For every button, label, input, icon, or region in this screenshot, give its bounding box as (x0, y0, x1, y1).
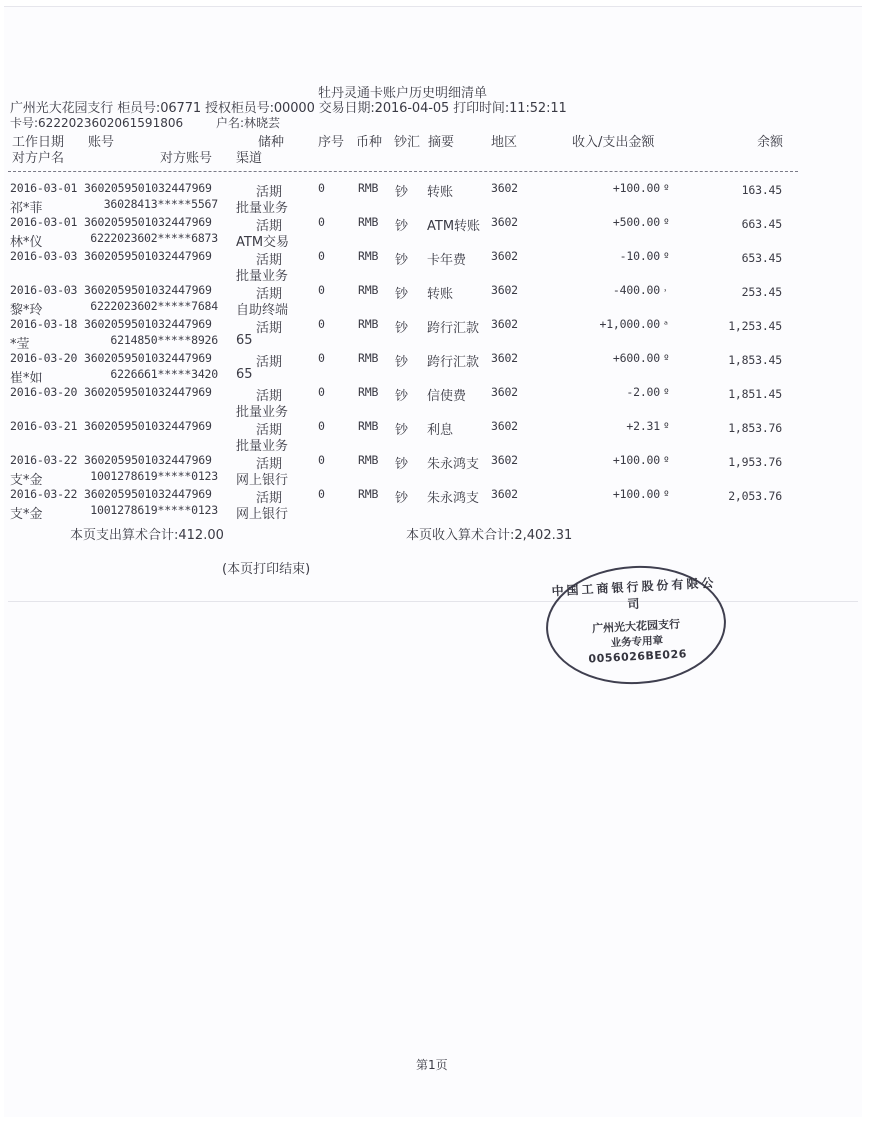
row-date: 2016-03-22 (10, 453, 78, 467)
row-date: 2016-03-03 (10, 283, 78, 297)
row-region: 3602 (491, 215, 518, 229)
row-account: 3602059501032447969 (84, 385, 212, 399)
row-deposit-type: 活期 (256, 253, 283, 268)
row-cash-remit: 钞 (395, 457, 409, 472)
row-date: 2016-03-21 (10, 419, 78, 433)
row-summary: 转账 (427, 185, 454, 200)
header-cash-remit: 钞汇 (394, 135, 421, 150)
row-region: 3602 (491, 453, 518, 467)
row-summary: 朱永鸿支 (427, 457, 480, 472)
divider-line (8, 601, 858, 602)
row-currency: RMB (358, 419, 379, 433)
row-account: 3602059501032447969 (84, 181, 212, 195)
header-balance: 余额 (757, 135, 784, 150)
row-channel: 65 (236, 367, 253, 382)
row-summary: 朱永鸿支 (427, 491, 480, 506)
row-currency: RMB (358, 249, 379, 263)
header-account: 账号 (88, 135, 115, 150)
row-amount: +600.00 (612, 351, 660, 365)
row-channel: 自助终端 (236, 303, 289, 318)
account-holder: 户名:林晓芸 (216, 116, 281, 130)
row-currency: RMB (358, 385, 379, 399)
row-currency: RMB (358, 317, 379, 331)
row-region: 3602 (491, 317, 518, 331)
handwritten-check-mark: º (664, 252, 669, 263)
row-balance: 1,253.45 (728, 319, 782, 333)
row-channel: 批量业务 (236, 201, 289, 216)
row-counterparty-name: 林*仪 (10, 235, 43, 250)
row-deposit-type: 活期 (256, 491, 283, 506)
row-cash-remit: 钞 (395, 253, 409, 268)
row-seq: 0 (318, 419, 325, 433)
row-date: 2016-03-03 (10, 249, 78, 263)
row-counterparty-account: 6214850*****8926 (110, 333, 218, 347)
row-account: 3602059501032447969 (84, 249, 212, 263)
handwritten-check-mark: º (664, 490, 669, 501)
row-balance: 1,851.45 (728, 387, 782, 401)
row-balance: 1,853.76 (728, 421, 782, 435)
row-amount: +500.00 (612, 215, 660, 229)
header-counterparty-name: 对方户名 (12, 151, 65, 166)
statement-page (4, 6, 862, 1117)
row-counterparty-name: 支*金 (10, 507, 43, 522)
header-divider (8, 171, 798, 172)
print-end-note: (本页打印结束) (222, 562, 311, 577)
row-seq: 0 (318, 283, 325, 297)
handwritten-check-mark: º (664, 354, 669, 365)
handwritten-check-mark: ˒ (664, 286, 668, 297)
header-region: 地区 (491, 135, 518, 150)
row-balance: 2,053.76 (728, 489, 782, 503)
row-cash-remit: 钞 (395, 491, 409, 506)
header-currency: 币种 (356, 135, 383, 150)
row-region: 3602 (491, 283, 518, 297)
row-seq: 0 (318, 385, 325, 399)
row-deposit-type: 活期 (256, 219, 283, 234)
row-date: 2016-03-20 (10, 385, 78, 399)
row-currency: RMB (358, 215, 379, 229)
stamp-purpose: 业务专用章 (610, 634, 664, 650)
row-channel: 65 (236, 333, 253, 348)
row-seq: 0 (318, 215, 325, 229)
page-total-in: 本页收入算术合计:2,402.31 (406, 528, 573, 543)
row-summary: ATM转账 (427, 219, 481, 234)
row-date: 2016-03-22 (10, 487, 78, 501)
stamp-arc-text: 中国工商银行股份有限公司 (551, 575, 717, 612)
row-deposit-type: 活期 (256, 457, 283, 472)
row-deposit-type: 活期 (256, 321, 283, 336)
row-account: 3602059501032447969 (84, 419, 212, 433)
header-channel: 渠道 (236, 151, 263, 166)
row-amount: +100.00 (612, 181, 660, 195)
row-channel: 网上银行 (236, 507, 289, 522)
branch-info-line: 广州光大花园支行 柜员号:06771 授权柜员号:00000 交易日期:2016-04-05 打印时间:11:52:11 (10, 101, 567, 116)
stamp-branch: 广州光大花园支行 (591, 617, 681, 636)
row-channel: 批量业务 (236, 405, 289, 420)
row-counterparty-name: 支*金 (10, 473, 43, 488)
handwritten-check-mark: º (664, 456, 669, 467)
handwritten-check-mark: º (664, 184, 669, 195)
row-date: 2016-03-01 (10, 215, 78, 229)
row-region: 3602 (491, 351, 518, 365)
row-amount: +100.00 (612, 453, 660, 467)
row-currency: RMB (358, 453, 379, 467)
row-account: 3602059501032447969 (84, 215, 212, 229)
row-region: 3602 (491, 385, 518, 399)
row-deposit-type: 活期 (256, 355, 283, 370)
row-seq: 0 (318, 487, 325, 501)
row-counterparty-account: 6222023602*****6873 (90, 231, 218, 245)
row-channel: ATM交易 (236, 235, 290, 250)
row-account: 3602059501032447969 (84, 351, 212, 365)
document-title: 牡丹灵通卡账户历史明细清单 (318, 86, 488, 101)
row-summary: 信使费 (427, 389, 467, 404)
row-currency: RMB (358, 181, 379, 195)
row-summary: 卡年费 (427, 253, 467, 268)
row-channel: 批量业务 (236, 269, 289, 284)
card-number: 卡号:6222023602061591806 (10, 116, 184, 130)
row-counterparty-account: 36028413*****5567 (103, 197, 218, 211)
row-seq: 0 (318, 181, 325, 195)
row-summary: 跨行汇款 (427, 321, 480, 336)
row-seq: 0 (318, 453, 325, 467)
row-counterparty-name: 黎*玲 (10, 303, 43, 318)
row-region: 3602 (491, 181, 518, 195)
row-amount: -400.00 (612, 283, 660, 297)
row-amount: -10.00 (619, 249, 660, 263)
row-seq: 0 (318, 249, 325, 263)
row-counterparty-account: 1001278619*****0123 (90, 503, 218, 517)
header-amount: 收入/支出金额 (572, 135, 655, 150)
row-region: 3602 (491, 487, 518, 501)
header-deposit-type: 储种 (258, 135, 285, 150)
row-counterparty-account: 6222023602*****7684 (90, 299, 218, 313)
row-summary: 跨行汇款 (427, 355, 480, 370)
row-cash-remit: 钞 (395, 287, 409, 302)
row-cash-remit: 钞 (395, 321, 409, 336)
row-cash-remit: 钞 (395, 219, 409, 234)
row-deposit-type: 活期 (256, 287, 283, 302)
row-balance: 653.45 (741, 251, 782, 265)
row-region: 3602 (491, 419, 518, 433)
row-channel: 批量业务 (236, 439, 289, 454)
row-balance: 1,853.45 (728, 353, 782, 367)
row-amount: +1,000.00 (599, 317, 660, 331)
row-channel: 网上银行 (236, 473, 289, 488)
header-seq: 序号 (318, 135, 345, 150)
row-amount: +2.31 (626, 419, 660, 433)
row-cash-remit: 钞 (395, 389, 409, 404)
header-work-date: 工作日期 (12, 135, 65, 150)
row-currency: RMB (358, 283, 379, 297)
row-account: 3602059501032447969 (84, 317, 212, 331)
row-date: 2016-03-01 (10, 181, 78, 195)
row-amount: +100.00 (612, 487, 660, 501)
row-balance: 663.45 (741, 217, 782, 231)
row-date: 2016-03-20 (10, 351, 78, 365)
handwritten-check-mark: º (664, 422, 669, 433)
row-seq: 0 (318, 317, 325, 331)
header-summary: 摘要 (428, 135, 455, 150)
row-currency: RMB (358, 351, 379, 365)
row-counterparty-name: 崔*如 (10, 371, 43, 386)
handwritten-check-mark: º (664, 218, 669, 229)
row-account: 3602059501032447969 (84, 283, 212, 297)
row-account: 3602059501032447969 (84, 487, 212, 501)
row-date: 2016-03-18 (10, 317, 78, 331)
row-counterparty-name: 祁*菲 (10, 201, 43, 216)
row-counterparty-account: 1001278619*****0123 (90, 469, 218, 483)
row-currency: RMB (358, 487, 379, 501)
row-cash-remit: 钞 (395, 423, 409, 438)
row-summary: 利息 (427, 423, 454, 438)
row-counterparty-name: *莹 (10, 337, 30, 352)
header-counterparty-account: 对方账号 (160, 151, 213, 166)
row-balance: 1,953.76 (728, 455, 782, 469)
page-number: 第1页 (416, 1058, 448, 1072)
row-cash-remit: 钞 (395, 355, 409, 370)
row-deposit-type: 活期 (256, 185, 283, 200)
row-summary: 转账 (427, 287, 454, 302)
row-account: 3602059501032447969 (84, 453, 212, 467)
row-seq: 0 (318, 351, 325, 365)
row-amount: -2.00 (626, 385, 660, 399)
row-deposit-type: 活期 (256, 389, 283, 404)
page-total-out: 本页支出算术合计:412.00 (70, 528, 224, 543)
row-balance: 163.45 (741, 183, 782, 197)
row-deposit-type: 活期 (256, 423, 283, 438)
handwritten-check-mark: º (664, 388, 669, 399)
stamp-code: 0056026BE026 (588, 647, 688, 666)
row-balance: 253.45 (741, 285, 782, 299)
handwritten-check-mark: ᵃ (664, 320, 668, 331)
row-region: 3602 (491, 249, 518, 263)
row-cash-remit: 钞 (395, 185, 409, 200)
row-counterparty-account: 6226661*****3420 (110, 367, 218, 381)
